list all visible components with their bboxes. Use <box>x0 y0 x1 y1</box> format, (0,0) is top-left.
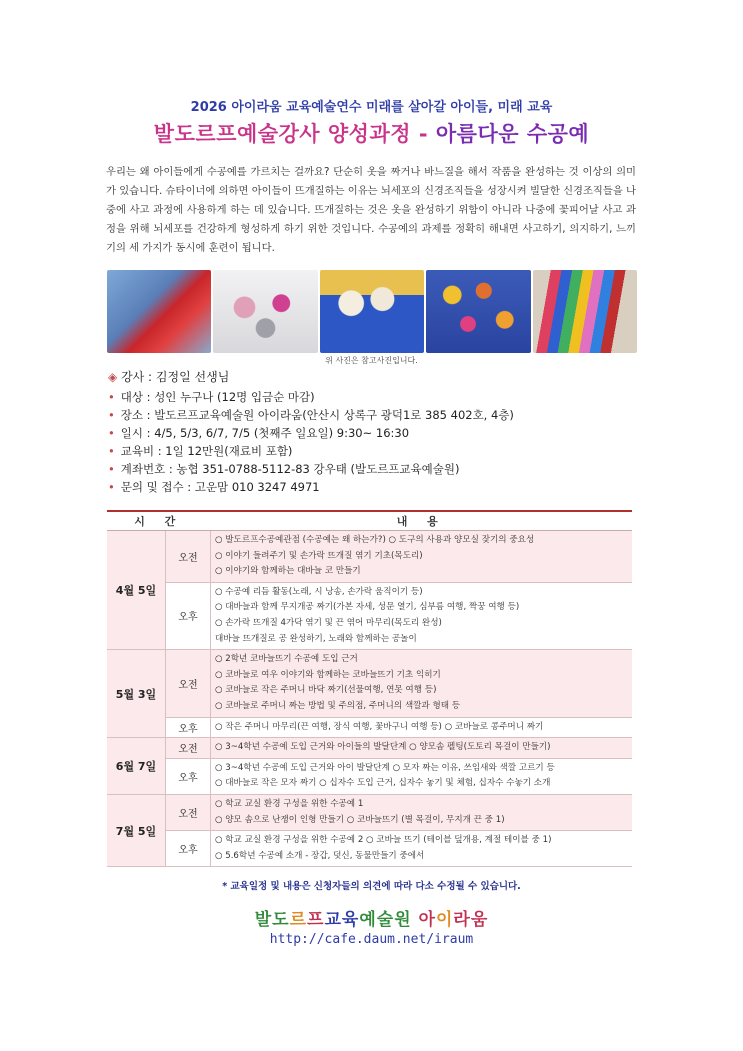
info-item <box>108 442 638 460</box>
info-item <box>108 460 638 478</box>
info-item-text: 계좌번호 : 농협 351-0788-5112-83 강우태 (발도르프교육예술원) <box>120 462 460 476</box>
info-item-text: 대상 : 성인 누구나 (12명 입금순 마감) <box>120 390 315 404</box>
info-item-text: 일시 : 4/5, 5/3, 6/7, 7/5 (첫째주 일요일) 9:30~ 16:30 <box>120 426 410 440</box>
schedule-date: 5월 3일 <box>107 650 166 738</box>
schedule-slot: 오전 <box>166 650 211 717</box>
org-name-char <box>412 910 419 930</box>
info-item-text: 장소 : 발도르프교육예술원 아이라움(안산시 상록구 광덕1로 385 402호, 4층) <box>120 408 514 422</box>
schedule-table <box>107 510 632 867</box>
photo-knitted-tubes <box>533 270 637 353</box>
org-name-char: 아 <box>418 910 436 930</box>
lecturer-line <box>108 368 638 386</box>
schedule-note: * 교육일정 및 내용은 신청자들의 의견에 따라 다소 수정될 수 있습니다. <box>222 881 521 892</box>
schedule-date: 6월 7일 <box>107 738 166 795</box>
schedule-row <box>107 582 632 649</box>
title-part1: 발도르프예술강사 양성과정 - <box>153 122 436 146</box>
info-item-text: 문의 및 접수 : 고운맘 010 3247 4971 <box>120 480 320 494</box>
page-title <box>0 118 743 148</box>
photo-finger-knitting <box>107 270 211 353</box>
schedule-line: ○ 5.6학년 수공예 소개 - 장갑, 덧신, 동물만들기 중에서 <box>215 850 425 861</box>
schedule-slot: 오전 <box>166 794 211 830</box>
schedule-date: 4월 5일 <box>107 531 166 650</box>
schedule-line: ○ 대바늘과 함께 무지개공 짜기(가본 자세, 성문 열기, 심부름 여행, 짝꿍 여행 등) <box>215 602 520 613</box>
schedule-row <box>107 794 632 830</box>
schedule-content <box>211 738 633 759</box>
schedule-slot: 오전 <box>166 531 211 583</box>
schedule-line: ○ 코바늘로 여우 이야기와 함께하는 코바늘뜨기 기초 익히기 <box>215 669 441 680</box>
schedule-row <box>107 531 632 583</box>
schedule-content <box>211 531 633 583</box>
schedule-line: ○ 대바늘로 작은 모자 짜기 ○ 십자수 도입 근거, 십자수 놓기 및 체험, 십자수 수놓기 소개 <box>215 778 551 789</box>
schedule-content <box>211 831 633 867</box>
schedule-date: 7월 5일 <box>107 794 166 866</box>
schedule-line: ○ 학교 교실 환경 구성을 위한 수공예 1 <box>215 798 364 809</box>
info-item <box>108 406 638 424</box>
schedule-content <box>211 794 633 830</box>
bullet-icon: • <box>108 480 115 494</box>
org-name-char: 예 <box>359 910 377 930</box>
schedule-row <box>107 758 632 794</box>
schedule-content <box>211 717 633 738</box>
bullet-icon: • <box>108 444 115 458</box>
info-item-text: 교육비 : 1일 12만원(재료비 포함) <box>120 444 293 458</box>
schedule-line: ○ 발도르프수공예관점 (수공예는 왜 하는가?) ○ 도구의 사용과 양모실 잦기의 중요성 <box>215 535 535 545</box>
schedule-line: ○ 3~4학년 수공예 도입 근거와 아이들의 발달단계 ○ 양모솜 펠팅(도토리 목걸이 만들기) <box>215 742 551 753</box>
org-name-char: 르 <box>289 910 307 930</box>
intro-paragraph: 우리는 왜 아이들에게 수공예를 가르치는 걸까요? 단순히 옷을 짜거나 바느질을 해서 작품을 완성하는 것 이상의 의미가 있습니다. 슈타이너에 의하면 아이들이 뜨개질하는 이유는 뇌세포의 신경조직들을 성장시켜 빌달한 신경조직들을 나중에 사고 과정에 사용하게 하는 데 있습니다. 뜨개질하는 것은 옷을 완성하기 위함이 아니라 나중에 꽃피어날 사고 과정을 위해 뇌세포를 건강하게 형성하게 하기 위한 것입니다. 수공예의 과제를 정확히 해내면 사고하기, 의지하기, 느끼기의 세 가지가 동시에 훈련이 됩니다. <box>106 166 636 254</box>
org-name-char: 프 <box>307 910 325 930</box>
schedule-body <box>107 531 632 867</box>
schedule-line: ○ 2학년 코바늘뜨기 수공예 도입 근거 <box>215 654 358 665</box>
diamond-icon: ◈ <box>108 370 118 384</box>
photo-wool-bowls <box>320 270 424 353</box>
schedule-slot: 오후 <box>166 831 211 867</box>
org-name-char: 육 <box>341 910 360 930</box>
photo-felt-figures <box>213 270 317 353</box>
info-item <box>108 424 638 442</box>
header-content: 내 용 <box>211 511 633 531</box>
photo-crochet-flowers <box>426 270 530 353</box>
schedule-content <box>211 582 633 649</box>
schedule-line: ○ 작은 주머니 마무리(끈 여행, 장식 여행, 꽃바구니 여행 등) ○ 코바늘로 콩주머니 짜기 <box>215 721 544 732</box>
lecturer-text: 강사 : 김정일 선생님 <box>121 370 230 384</box>
bullet-icon: • <box>108 462 115 476</box>
org-name-char: 술 <box>376 910 395 930</box>
schedule-slot: 오후 <box>166 717 211 738</box>
org-name-char: 교 <box>324 910 342 930</box>
bullet-icon: • <box>108 426 115 440</box>
schedule-slot: 오후 <box>166 582 211 649</box>
schedule-row <box>107 738 632 759</box>
schedule-content <box>211 758 633 794</box>
schedule-line: ○ 3~4학년 수공예 도입 근거와 아이 발달단계 ○ 모자 짜는 이유, 쓰임새와 색깔 고르기 등 <box>215 762 555 773</box>
schedule-line: ○ 이야기와 함께하는 대바늘 코 만들기 <box>215 566 361 577</box>
header-time: 시 간 <box>107 511 211 531</box>
bullet-icon: • <box>108 408 115 422</box>
schedule-slot: 오후 <box>166 758 211 794</box>
schedule-line: ○ 손가락 뜨개질 4가닥 엮기 및 끈 엮어 마무리(목도리 완성) <box>215 617 442 628</box>
info-item <box>108 388 638 406</box>
org-name-char: 도 <box>272 910 290 930</box>
info-list <box>108 388 638 496</box>
schedule-line: ○ 학교 교실 환경 구성을 위한 수공예 2 ○ 코바늘 뜨기 (테이블 덮개용, 계절 테이블 중 1) <box>215 835 552 846</box>
org-name-char: 발 <box>254 910 273 930</box>
schedule-row <box>107 650 632 717</box>
bullet-icon: • <box>108 390 115 404</box>
org-name-char: 움 <box>470 910 489 930</box>
info-item <box>108 478 638 496</box>
org-name-char: 라 <box>453 910 471 930</box>
subtitle: 2026 아이라움 교육예술연수 미래를 살아갈 아이들, 미래 교육 <box>190 100 553 115</box>
schedule-content <box>211 650 633 717</box>
schedule-header-row <box>107 511 632 531</box>
photo-caption: 위 사진은 참고사진입니다. <box>325 356 418 365</box>
schedule-row <box>107 717 632 738</box>
org-name-char: 이 <box>435 910 454 930</box>
title-part2: 아름다운 수공예 <box>435 122 590 146</box>
schedule-line: ○ 이야기 들려주기 및 손가락 뜨개질 엮기 기초(목도리) <box>215 550 423 561</box>
photo-strip <box>107 270 637 353</box>
schedule-line: ○ 코바늘로 주머니 짜는 방법 및 주의점, 주머니의 색깔과 형태 등 <box>215 700 461 711</box>
schedule-line: ○ 양모 솜으로 난쟁이 인형 만들기 ○ 코바늘뜨기 (별 목걸이, 무지개 끈 중 1) <box>215 814 505 825</box>
schedule-line: ○ 수공예 리듬 활동(노래, 시 낭송, 손가락 움직이기 등) <box>215 586 423 597</box>
schedule-row <box>107 831 632 867</box>
org-name-char: 원 <box>394 910 412 930</box>
schedule-line: 대바늘 뜨개질로 공 완성하기, 노래와 함께하는 공놀이 <box>215 633 417 644</box>
cafe-url[interactable]: http://cafe.daum.net/iraum <box>269 932 474 947</box>
schedule-line: ○ 코바늘로 작은 주머니 바닥 짜기(선물여행, 연못 여행 등) <box>215 685 437 696</box>
org-name <box>0 905 743 930</box>
schedule-slot: 오전 <box>166 738 211 759</box>
course-info <box>108 368 638 496</box>
